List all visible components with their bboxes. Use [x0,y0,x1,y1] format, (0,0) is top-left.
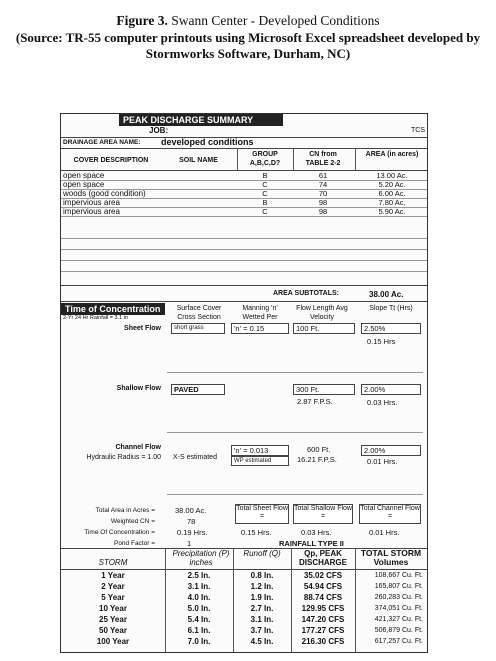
storm-name: 1 Year [101,571,125,580]
storm-peak-discharge: 54.94 CFS [303,582,343,591]
rule [355,148,356,170]
figure-caption [0,13,496,29]
rule [165,548,166,652]
peak-discharge-header: PEAK DISCHARGE SUMMARY [119,114,283,126]
rule [61,148,427,149]
storm-name: 10 Year [99,604,127,613]
col-group: GROUP A,B,C,D? [249,151,281,167]
rule [61,216,427,217]
tcs-label: TCS [411,127,425,134]
figure-label: Figure 3. [116,13,168,28]
storm-precipitation: 7.0 In. [187,637,211,646]
total-channel-flow-label: Total Channel Flow = [359,504,421,524]
rule [167,372,423,373]
storm-peak-discharge: 129.95 CFS [301,604,345,613]
sheet-tt: 0.15 Hrs [367,337,396,346]
col-manning: Manning 'n' Wetted Per [242,305,278,321]
weighted-cn-label: Weighted CN = [110,518,155,525]
col-total-storm-volumes: TOTAL STORM Volumes [360,548,422,567]
storm-precipitation: 4.0 In. [187,593,211,602]
rule [61,249,427,250]
storm-volume: 506,879 Cu. Ft. [374,627,423,634]
shallow-velocity: 2.87 F.P.S. [297,397,333,406]
rule [61,271,427,272]
channel-tt: 0.01 Hrs. [367,457,398,466]
col-peak-discharge: Qp, PEAK DISCHARGE [298,549,347,567]
soil-group: C [262,180,268,189]
figure-source [0,30,496,62]
rainfall-type: RAINFALL TYPE II [279,539,344,548]
storm-peak-discharge: 177.27 CFS [301,626,345,635]
curve-number: 70 [318,189,328,198]
hydraulic-radius: Hydraulic Radius = 1.00 [86,454,161,461]
source-line-1: (Source: TR-55 computer printouts using Microsoft Excel spreadsheet developed by [15,30,481,45]
rule [355,548,356,652]
sheet-surface-cover: short grass [171,323,225,334]
col-runoff: Runoff (Q) [243,549,281,558]
area-acres: 5.20 Ac. [378,180,406,189]
storm-volume: 260,283 Cu. Ft. [374,594,423,601]
cover-description: open space [63,171,105,180]
area-acres: 7.80 Ac. [378,198,406,207]
rule [237,148,238,170]
drainage-area-value: developed conditions [161,137,254,147]
curve-number: 98 [318,198,328,207]
storm-volume: 421,327 Cu. Ft. [374,616,423,623]
col-flow-length: Flow Length Avg Velocity [296,305,348,321]
storm-volume: 617,257 Cu. Ft. [374,638,423,645]
tr55-sheet [60,113,428,653]
rule [167,494,423,495]
total-sheet-flow-label: Total Sheet Flow = [235,504,289,524]
cover-description: open space [63,180,105,189]
sheet-flow-length: 100 Ft. [293,323,355,334]
channel-flow-label: Channel Flow [115,444,161,451]
channel-wetted-perimeter: WP estimated [231,456,289,466]
rule [61,260,427,261]
storm-runoff: 2.7 In. [250,604,274,613]
channel-surface-cover: X-S estimated [173,454,217,461]
channel-slope: 2.00% [361,445,421,456]
weighted-cn-value: 78 [187,517,196,526]
storm-runoff: 1.9 In. [250,593,274,602]
cover-description: impervious area [63,207,120,216]
col-storm: STORM [98,558,128,567]
soil-group: B [262,198,268,207]
area-subtotals-label: AREA SUBTOTALS: [273,290,339,297]
storm-precipitation: 5.0 In. [187,604,211,613]
cover-description: woods (good condition) [63,189,146,198]
col-cover-description: COVER DESCRIPTION [73,157,149,164]
total-shallow-flow-label: Total Shallow Flow = [293,504,353,524]
drainage-area-label: DRAINAGE AREA NAME: [63,139,141,146]
figure-title: Swann Center - Developed Conditions [171,13,380,28]
col-area: AREA (in acres) [365,151,419,158]
rule [167,432,423,433]
total-area-value: 38.00 Ac. [175,506,207,515]
storm-peak-discharge: 88.74 CFS [303,593,343,602]
storm-runoff: 0.8 In. [250,571,274,580]
soil-group: C [262,189,268,198]
col-soil-name: SOIL NAME [179,157,218,164]
shallow-slope: 2.00% [361,384,421,395]
area-subtotals-value: 38.00 Ac. [369,290,404,299]
storm-name: 5 Year [101,593,125,602]
col-slope: Slope Tt (Hrs) [369,305,413,312]
shallow-tt: 0.03 Hrs. [367,398,398,407]
soil-group: B [262,171,268,180]
curve-number: 74 [318,180,328,189]
storm-peak-discharge: 216.30 CFS [301,637,345,646]
job-label: JOB: [149,126,169,135]
time-of-concentration-value: 0.19 Hrs. [177,528,208,537]
total-sheet-flow-value: 0.15 Hrs. [241,528,272,537]
rule [61,569,427,570]
total-shallow-flow-value: 0.03 Hrs. [301,528,332,537]
storm-name: 100 Year [96,637,130,646]
channel-manning-n: 'n' = 0.013 [231,445,289,456]
total-area-label: Total Area in Acres = [95,507,155,514]
storm-runoff: 1.2 In. [250,582,274,591]
sheet-manning-n: 'n' = 0.15 [231,323,289,334]
storm-volume: 165,807 Cu. Ft. [374,583,423,590]
time-of-concentration-header: Time of Concentration [61,303,165,315]
storm-runoff: 3.1 In. [250,615,274,624]
cover-description: impervious area [63,198,120,207]
total-channel-flow-value: 0.01 Hrs. [369,528,400,537]
rule [61,301,427,302]
col-cn: CN from TABLE 2-2 [305,151,341,167]
col-surface-cover: Surface Cover Cross Section [176,305,222,321]
storm-precipitation: 5.4 In. [187,615,211,624]
rule [61,285,427,286]
storm-precipitation: 2.5 In. [187,571,211,580]
storm-volume: 374,051 Cu. Ft. [374,605,423,612]
shallow-surface-cover: PAVED [171,384,225,395]
sheet-flow-label: Sheet Flow [124,325,161,332]
rule [293,148,294,170]
sheet-slope: 2.50% [361,323,421,334]
soil-group: C [262,207,268,216]
storm-runoff: 3.7 In. [250,626,274,635]
storm-runoff: 4.5 In. [250,637,274,646]
area-acres: 6.00 Ac. [378,189,406,198]
channel-velocity: 16.21 F.P.S. [297,455,337,464]
time-of-concentration-label: Time Of Concentration = [84,529,155,536]
rule [291,548,292,652]
shallow-flow-length: 300 Ft. [293,384,355,395]
channel-flow-length: 600 Ft. [307,445,331,454]
storm-name: 2 Year [101,582,125,591]
storm-name: 50 Year [99,626,127,635]
rule [233,548,234,652]
col-precipitation: Precipitation (P) inches [172,549,230,567]
rule [61,238,427,239]
rainfall-note: 2-Yr 24 Hr Rainfall = 3.1 in [63,315,128,321]
curve-number: 61 [318,171,328,180]
source-line-2: Stormworks Software, Durham, NC) [145,46,351,61]
storm-precipitation: 6.1 In. [187,626,211,635]
storm-name: 25 Year [99,615,127,624]
shallow-flow-label: Shallow Flow [116,385,161,392]
storm-volume: 108,667 Cu. Ft. [374,572,423,579]
pond-factor-value: 1 [187,539,192,548]
pond-factor-label: Pond Factor = [113,540,155,547]
storm-peak-discharge: 147.20 CFS [301,615,345,624]
storm-peak-discharge: 35.02 CFS [303,571,343,580]
storm-precipitation: 3.1 In. [187,582,211,591]
curve-number: 98 [318,207,328,216]
area-acres: 5.90 Ac. [378,207,406,216]
area-acres: 13.00 Ac. [376,171,408,180]
